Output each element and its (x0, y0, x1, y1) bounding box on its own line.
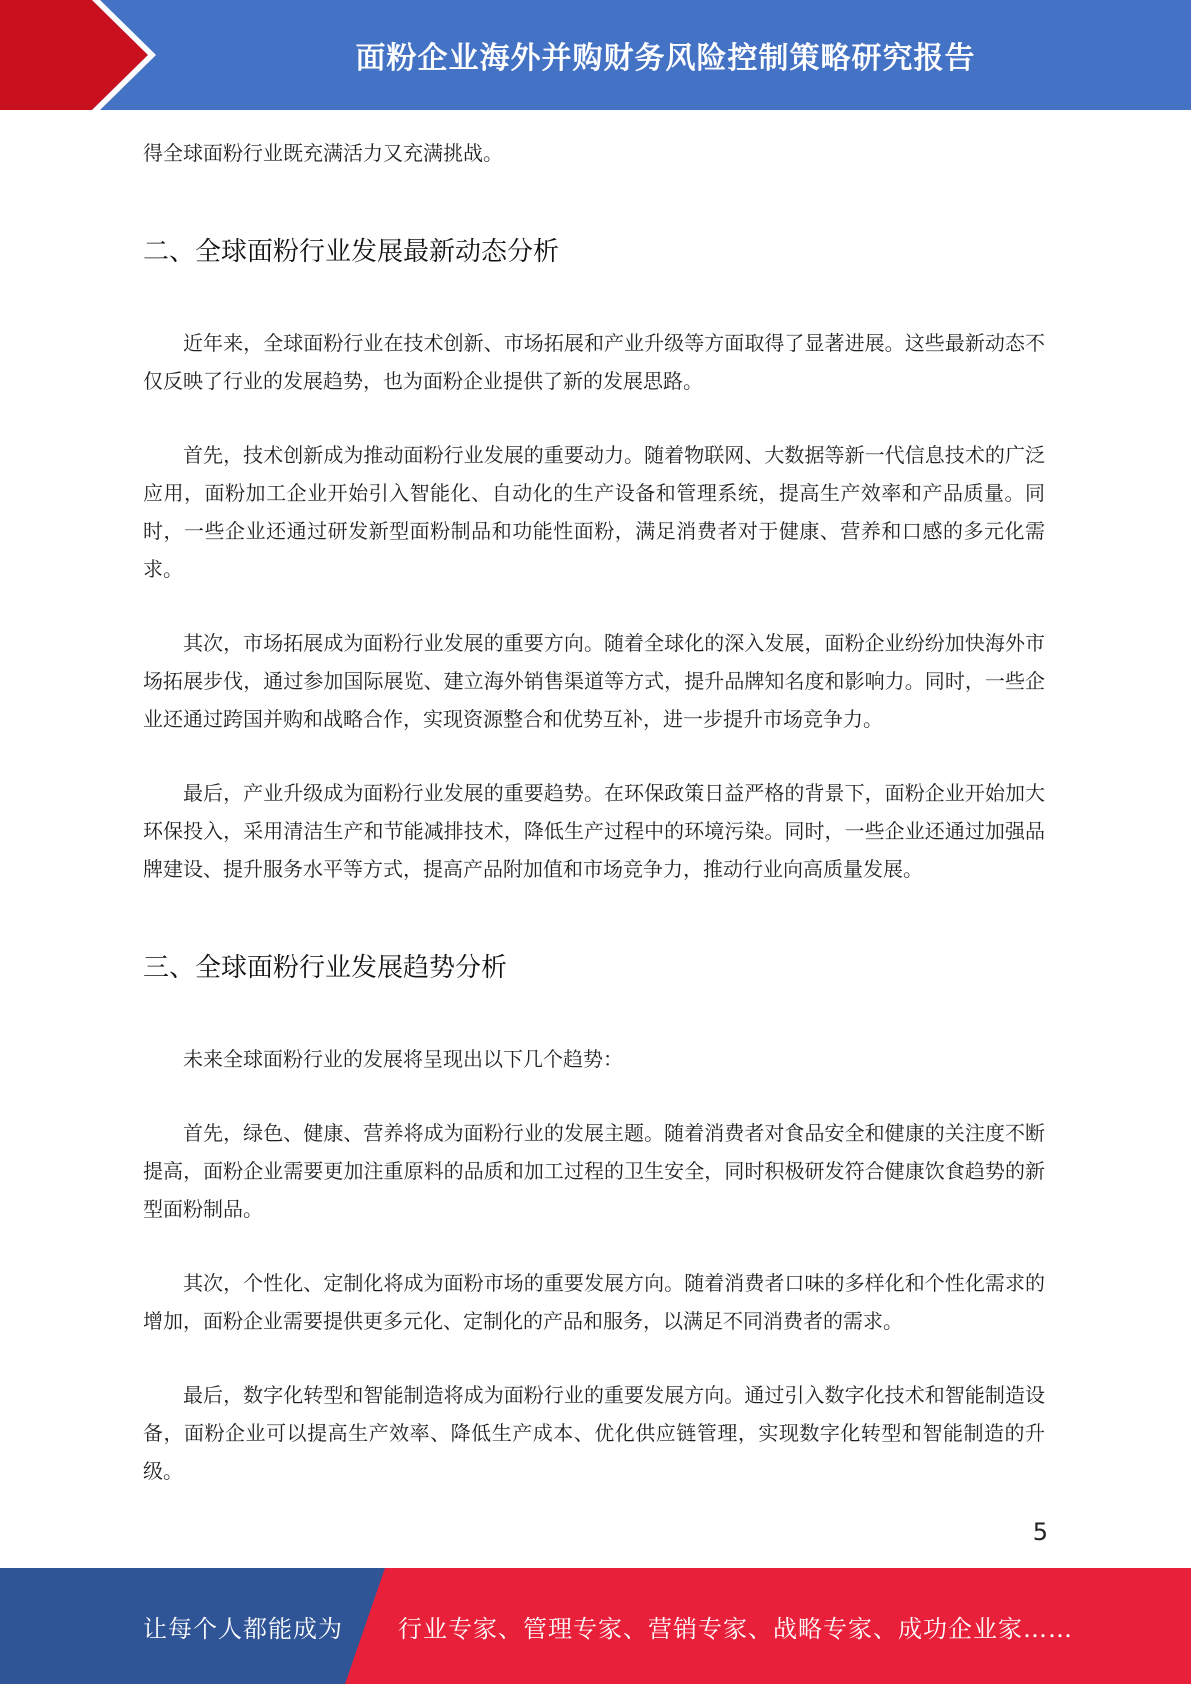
report-title: 面粉企业海外并购财务风险控制策略研究报告 (355, 41, 976, 76)
footer-slogan-right: 行业专家、管理专家、营销专家、战略专家、成功企业家…… (398, 1614, 1073, 1643)
page-footer (0, 1568, 1191, 1684)
page-content (143, 134, 1045, 1490)
paragraph: 最后，产业升级成为面粉行业发展的重要趋势。在环保政策日益严格的背景下，面粉企业开始加大环保投入，采用清洁生产和节能减排技术，降低生产过程中的环境污染。同时，一些企业还通过加强品牌建设、提升服务水平等方式，提高产品附加值和市场竞争力，推动行业向高质量发展。 (143, 781, 1045, 881)
footer-slogan-left: 让每个人都能成为 (143, 1614, 343, 1643)
paragraph: 近年来，全球面粉行业在技术创新、市场拓展和产业升级等方面取得了显著进展。这些最新动态不仅反映了行业的发展趋势，也为面粉企业提供了新的发展思路。 (143, 331, 1045, 393)
paragraph: 未来全球面粉行业的发展将呈现出以下几个趋势： (183, 1047, 623, 1071)
page-header (0, 0, 1191, 110)
page-number: 5 (1032, 1518, 1048, 1546)
paragraph: 首先，技术创新成为推动面粉行业发展的重要动力。随着物联网、大数据等新一代信息技术的广泛应用，面粉加工企业开始引入智能化、自动化的生产设备和管理系统，提高生产效率和产品质量。同时，一些企业还通过研发新型面粉制品和功能性面粉，满足消费者对于健康、营养和口感的多元化需求。 (143, 443, 1045, 581)
paragraph: 其次，个性化、定制化将成为面粉市场的重要发展方向。随着消费者口味的多样化和个性化需求的增加，面粉企业需要提供更多元化、定制化的产品和服务，以满足不同消费者的需求。 (143, 1271, 1045, 1333)
paragraph: 最后，数字化转型和智能制造将成为面粉行业的重要发展方向。通过引入数字化技术和智能制造设备，面粉企业可以提高生产效率、降低生产成本、优化供应链管理，实现数字化转型和智能制造的升级。 (143, 1383, 1045, 1483)
section-heading-3: 三、全球面粉行业发展趋势分析 (143, 953, 508, 983)
paragraph: 首先，绿色、健康、营养将成为面粉行业的发展主题。随着消费者对食品安全和健康的关注度不断提高，面粉企业需要更加注重原料的品质和加工过程的卫生安全，同时积极研发符合健康饮食趋势的新型面粉制品。 (143, 1121, 1045, 1221)
section-heading-2: 二、全球面粉行业发展最新动态分析 (143, 237, 560, 267)
intro-line: 得全球面粉行业既充满活力又充满挑战。 (143, 141, 503, 165)
paragraph: 其次，市场拓展成为面粉行业发展的重要方向。随着全球化的深入发展，面粉企业纷纷加快海外市场拓展步伐，通过参加国际展览、建立海外销售渠道等方式，提升品牌知名度和影响力。同时，一些企业还通过跨国并购和战略合作，实现资源整合和优势互补，进一步提升市场竞争力。 (143, 631, 1045, 731)
